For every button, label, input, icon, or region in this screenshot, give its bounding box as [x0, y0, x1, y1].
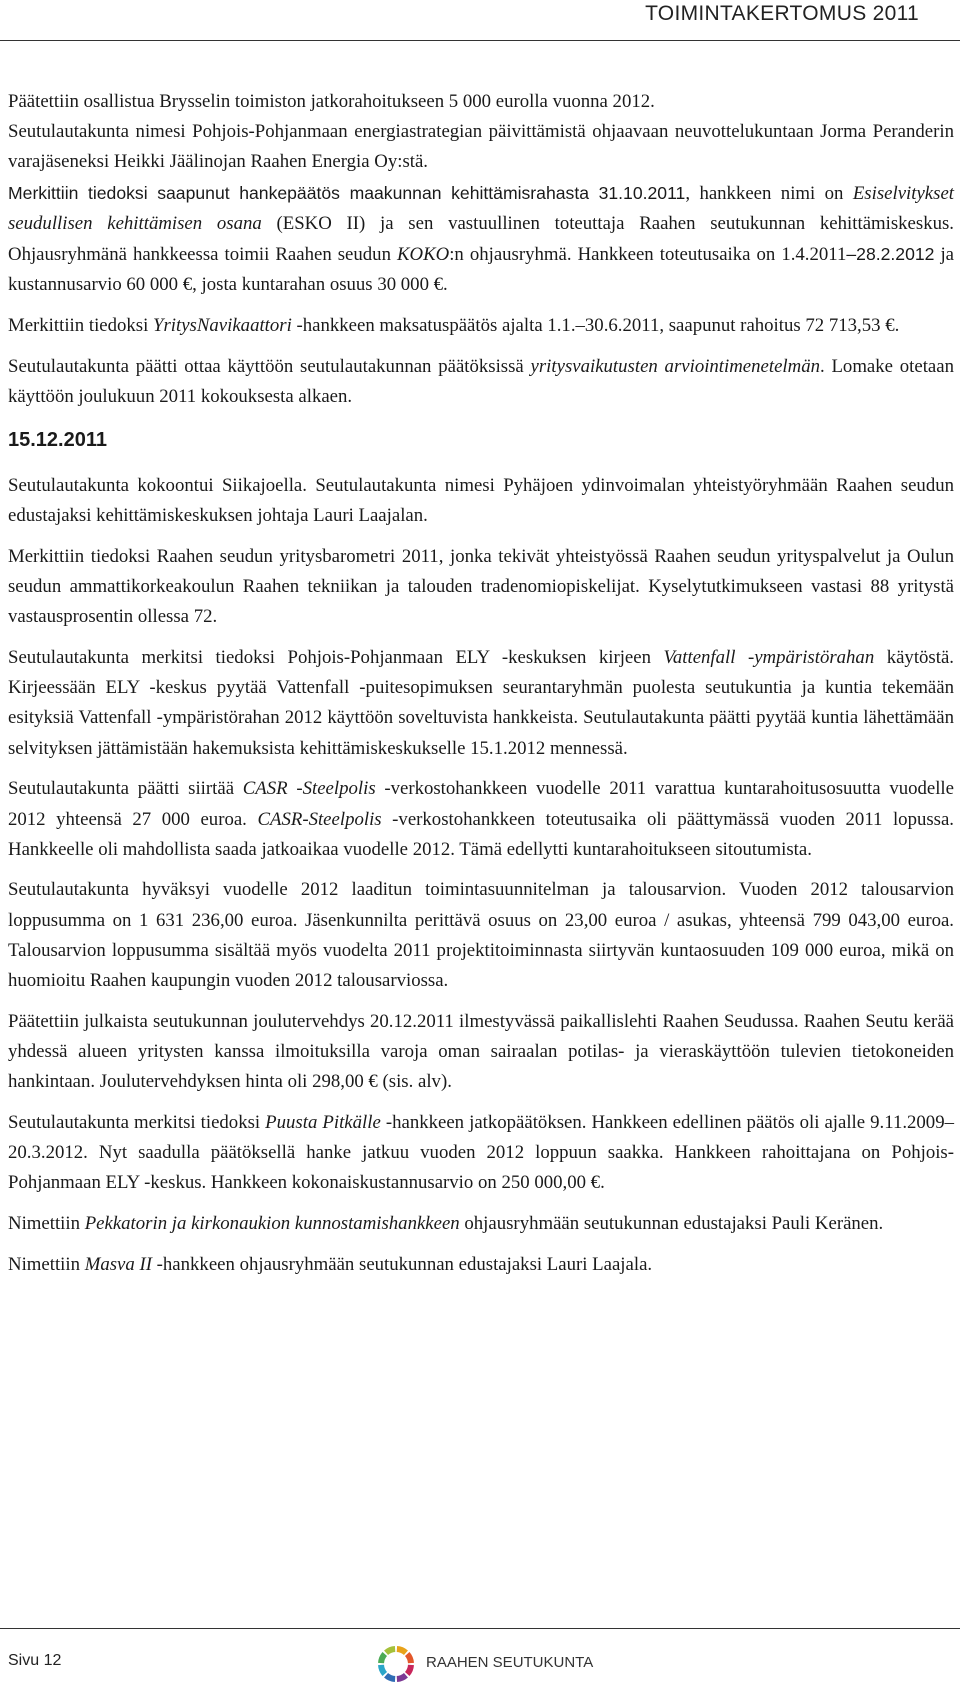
page-number: Sivu 12: [8, 1652, 62, 1669]
paragraph: Seutulautakunta nimesi Pohjois-Pohjanmaan energiastrategian päivittämistä ohjaavaan neuvottelukuntaan Jorma Peranderin varajäseneksi Heikki Jäälinojan Raahen Energia Oy:stä.: [8, 121, 954, 173]
paragraph: Seutulautakunta päätti siirtää CASR -Steelpolis -verkostohankkeen vuodelle 2011 varattua kuntarahoitusosuutta vuodelle 2012 yhteensä 27 000 euroa. CASR-Steelpolis -verkostohankkeen toteutusaika oli päättymässä vuoden 2011 lopussa. Hankkeelle oli mahdollista saada jatkoaikaa vuodelle 2012. Tämä edellytti kuntarahoitukseen sitoutumista.: [8, 778, 955, 860]
report-title: TOIMINTAKERTOMUS 2011: [645, 2, 919, 25]
paragraph: Seutulautakunta merkitsi tiedoksi Pohjois-Pohjanmaan ELY -keskuksen kirjeen Vattenfall -ympäristörahan käytöstä. Kirjeessään ELY -keskus pyytää Vattenfall -puitesopimuksen seurantaryhmän puolesta seutukuntia ja kuntia tekemään esityksiä Vattenfall -ympäristörahan 2012 käyttöön soveltuvista hankkeista. Seutulautakunta päätti pyytää kuntia lähettämään selvityksen jättämistään hakemuksista kehittämiskeskukselle 15.1.2012 mennessä.: [8, 647, 954, 759]
paragraph: Päätettiin osallistua Brysselin toimiston jatkorahoitukseen 5 000 eurolla vuonna 2012.: [8, 91, 655, 112]
logo-ring-segment: [407, 1654, 411, 1663]
paragraph: Seutulautakunta päätti ottaa käyttöön seutulautakunnan päätöksissä yritysvaikutusten arviointimenetelmän. Lomake otetaan käyttöön joulukuun 2011 kokouksesta alkaen.: [8, 355, 954, 407]
paragraph: Seutulautakunta merkitsi tiedoksi Puusta Pitkälle -hankkeen jatkopäätöksen. Hankkeen edellinen päätös oli ajalle 9.11.2009–20.3.2012. Nyt saadulla päätöksellä hanke jatkuu vuoden 2012 loppuun saakka. Hankkeen rahoittajana on Pohjois-Pohjanmaan ELY -keskus. Hankkeen kokonaiskustannusarvio on 250 000,00 €.: [8, 1111, 954, 1194]
logo-ring-segment: [386, 1675, 395, 1679]
paragraph: Nimettiin Masva II -hankkeen ohjausryhmään seutukunnan edustajaksi Lauri Laajala.: [8, 1253, 653, 1275]
report-body: [8, 87, 954, 1290]
logo-ring-segment: [381, 1665, 385, 1674]
paragraph: Päätettiin julkaista seutukunnan joulutervehdys 20.12.2011 ilmestyvässä paikallislehti Raahen Seudussa. Raahen Seutu kerää yhdessä alueen yritysten kanssa ilmoituksilla varoja oman sairaalan potilas- ja vieraskäyttöön tulevien tietokoneiden hankintaan. Joulutervehdyksen hinta oli 298,00 € (sis. alv).: [8, 1010, 954, 1093]
logo-text: RAAHEN SEUTUKUNTA: [426, 1654, 594, 1671]
paragraph: Seutulautakunta kokoontui Siikajoella. Seutulautakunta nimesi Pyhäjoen ydinvoimalan yhteistyöryhmään Raahen seudun edustajaksi kehittämiskeskuksen johtaja Lauri Laajalan.: [8, 475, 954, 527]
paragraph: Seutulautakunta hyväksyi vuodelle 2012 laaditun toimintasuunnitelman ja talousarvion. Vuoden 2012 talousarvion loppusumma on 1 631 236,00 euroa. Jäsenkunnilta perittävä osuus on 23,00 euroa / asukas, yhteensä 799 043,00 euroa. Talousarvion loppusumma sisältää myös vuodelta 2011 projektitoiminnasta siirtyvän kuntaosuuden 109 000 euroa, mikä on huomioitu Raahen kaupungin vuoden 2012 talousarviossa.: [8, 879, 954, 992]
logo-ring-segment: [397, 1649, 406, 1653]
paragraph: Merkittiin tiedoksi saapunut hankepäätös maakunnan kehittämisrahasta 31.10.2011, hankkeen nimi on Esiselvitykset seudullisen kehittämisen osana (ESKO II) ja sen vastuullinen toteuttaja Raahen seutukunnan kehittämiskeskus. Ohjausryhmänä hankkeessa toimii Raahen seudun KOKO:n ohjausryhmä. Hankkeen toteutusaika on 1.4.2011–28.2.2012 ja kustannusarvio 60 000 €, josta kuntarahan osuus 30 000 €.: [8, 182, 955, 296]
page-footer: [0, 1628, 960, 1692]
logo-ring-segment: [407, 1665, 411, 1674]
logo-ring-segment: [397, 1675, 406, 1679]
paragraph: Merkittiin tiedoksi Raahen seudun yritysbarometri 2011, jonka tekivät yhteistyössä Raahen seudun yrityspalvelut ja Oulun seudun ammattikorkeakoulun Raahen tekniikan ja talouden tradenomiopiskelijat. Kyselytutkimukseen vastasi 88 yritystä vastausprosentin ollessa 72.: [8, 545, 954, 628]
logo-ring-segment: [386, 1649, 395, 1653]
paragraph: Merkittiin tiedoksi YritysNavikaattori -hankkeen maksatuspäätös ajalta 1.1.–30.6.2011, saapunut rahoitus 72 713,53 €.: [8, 314, 900, 336]
date-heading: 15.12.2011: [8, 429, 107, 452]
logo-ring-icon: [376, 1644, 416, 1684]
logo-ring-segment: [381, 1654, 385, 1663]
page-header: [0, 0, 960, 41]
paragraph: Nimettiin Pekkatorin ja kirkonaukion kunnostamishankkeen ohjausryhmään seutukunnan edustajaksi Pauli Keränen.: [8, 1213, 884, 1234]
